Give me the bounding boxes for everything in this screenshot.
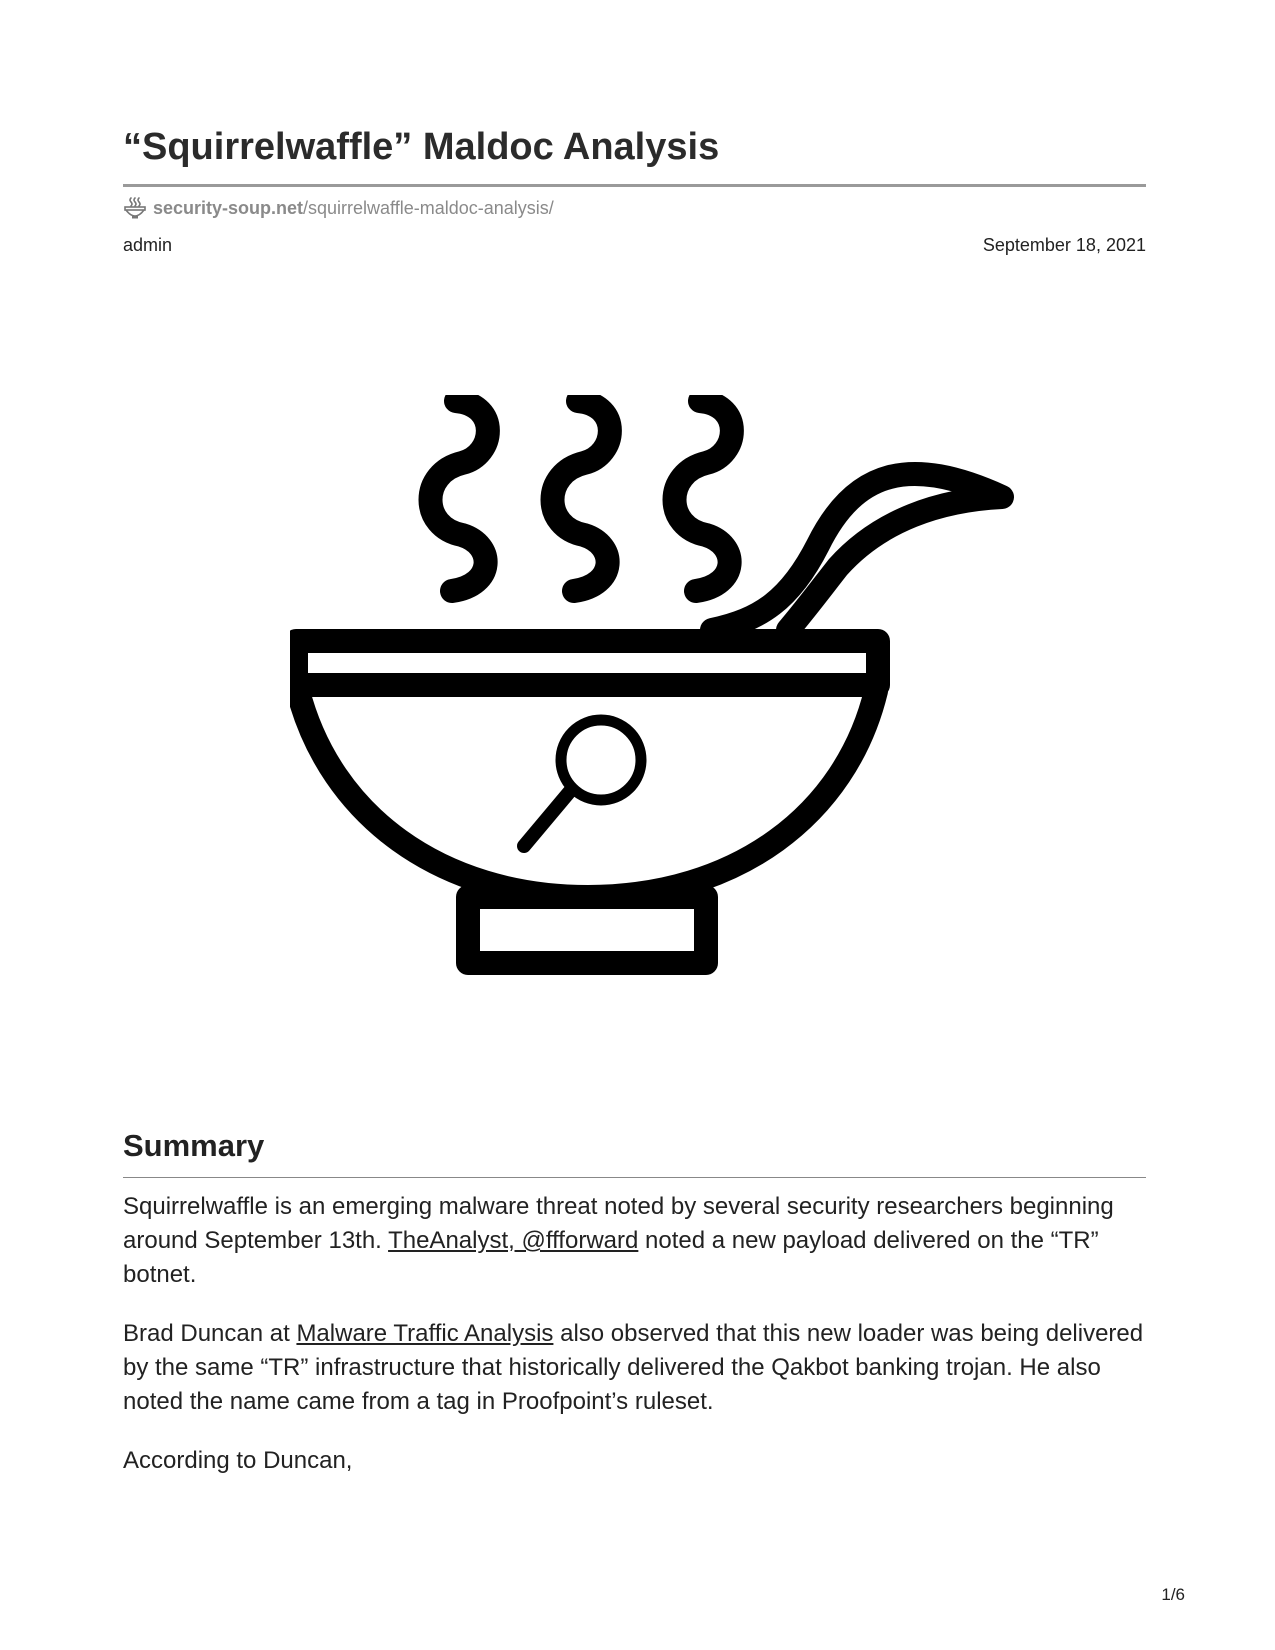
theanalyst-link[interactable]: TheAnalyst, @ffforward xyxy=(388,1227,639,1254)
author-name: admin xyxy=(123,235,173,255)
publish-date: September 18, 2021 xyxy=(982,235,1146,255)
summary-paragraph: According to Duncan, xyxy=(123,1447,353,1474)
source-domain: security-soup.net xyxy=(153,197,304,218)
page-number: 1/6 xyxy=(1161,1585,1185,1604)
soup-bowl-magnifier-icon xyxy=(290,395,1070,1025)
page-title: “Squirrelwaffle” Maldoc Analysis xyxy=(123,126,720,168)
paragraph-text: also observed that this new loader was being delivered by the same “TR” infrastructure that historically delivered the Qakbot banking trojan. He also noted the name came from a tag in Proofpoint’s ruleset. xyxy=(123,1320,1144,1415)
source-path: /squirrelwaffle-maldoc-analysis/ xyxy=(303,197,554,218)
summary-heading: Summary xyxy=(123,1128,265,1163)
soup-bowl-icon xyxy=(123,196,147,220)
title-divider xyxy=(123,184,1146,187)
paragraph-text: Squirrelwaffle is an emerging malware threat noted by several security researchers beginning around September 13th. xyxy=(123,1193,1114,1254)
paragraph-text: noted a new payload delivered on the “TR” botnet. xyxy=(123,1227,1099,1288)
article-body xyxy=(123,1190,1153,1503)
summary-paragraph xyxy=(123,1317,1153,1419)
paragraph-text: Brad Duncan at xyxy=(123,1320,297,1347)
malware-traffic-analysis-link[interactable]: Malware Traffic Analysis xyxy=(296,1320,554,1347)
summary-divider xyxy=(123,1177,1146,1178)
source-url[interactable] xyxy=(123,196,554,220)
summary-paragraph xyxy=(123,1190,1153,1292)
